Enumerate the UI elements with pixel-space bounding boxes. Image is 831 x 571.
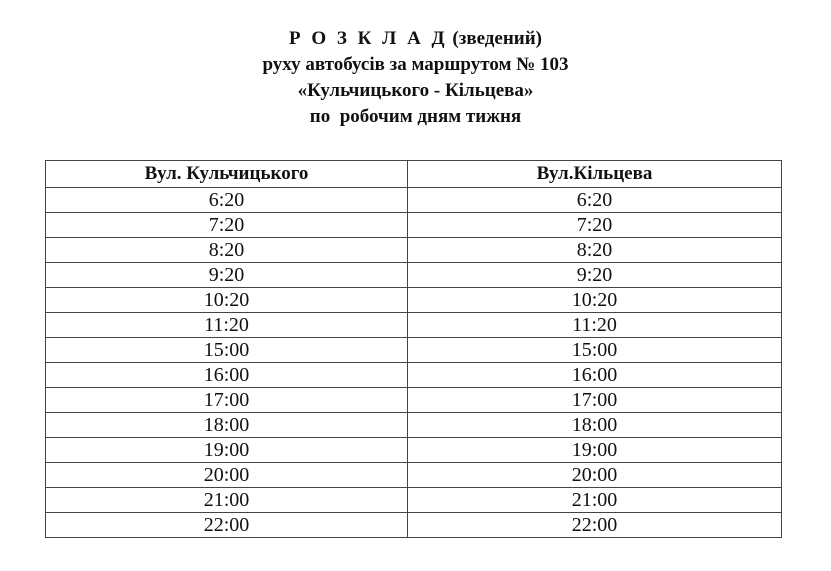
departure-time-kiltseva: 7:20 — [408, 213, 782, 238]
departure-time-kulchytskoho: 10:20 — [46, 288, 408, 313]
route-name: «Кульчицького - Кільцева» — [297, 80, 534, 101]
departure-time-kulchytskoho: 8:20 — [46, 238, 408, 263]
departure-time-kulchytskoho: 20:00 — [46, 463, 408, 488]
departure-time-kulchytskoho: 7:20 — [46, 213, 408, 238]
departure-time-kiltseva: 8:20 — [408, 238, 782, 263]
departure-time-kiltseva: 17:00 — [408, 388, 782, 413]
table-row — [46, 513, 782, 538]
table-row — [46, 188, 782, 213]
departure-time-kulchytskoho: 19:00 — [46, 438, 408, 463]
column-header-kulchytskoho: Вул. Кульчицького — [46, 161, 408, 188]
departure-time-kulchytskoho: 6:20 — [46, 188, 408, 213]
departure-time-kulchytskoho: 22:00 — [46, 513, 408, 538]
departure-time-kiltseva: 10:20 — [408, 288, 782, 313]
table-row — [46, 213, 782, 238]
departure-time-kulchytskoho: 18:00 — [46, 413, 408, 438]
title-qualifier: (зведений) — [447, 28, 542, 49]
title-line — [0, 26, 831, 52]
table-row — [46, 238, 782, 263]
route-description: руху автобусів за маршрутом № 103 — [262, 54, 569, 75]
title-word: Р О З К Л А Д — [288, 28, 448, 49]
departure-time-kiltseva: 9:20 — [408, 263, 782, 288]
table-row — [46, 438, 782, 463]
column-header-kiltseva: Вул.Кільцева — [408, 161, 782, 188]
departure-time-kulchytskoho: 21:00 — [46, 488, 408, 513]
departure-time-kiltseva: 6:20 — [408, 188, 782, 213]
table-row — [46, 413, 782, 438]
table-row — [46, 263, 782, 288]
schedule-days: по робочим дням тижня — [309, 106, 522, 127]
departure-time-kiltseva: 19:00 — [408, 438, 782, 463]
table-row — [46, 313, 782, 338]
departure-time-kiltseva: 18:00 — [408, 413, 782, 438]
departure-time-kiltseva: 21:00 — [408, 488, 782, 513]
schedule-table — [45, 160, 782, 538]
departure-time-kulchytskoho: 16:00 — [46, 363, 408, 388]
departure-time-kulchytskoho: 11:20 — [46, 313, 408, 338]
departure-time-kiltseva: 22:00 — [408, 513, 782, 538]
departure-time-kulchytskoho: 17:00 — [46, 388, 408, 413]
table-body — [46, 188, 782, 538]
departure-time-kiltseva: 20:00 — [408, 463, 782, 488]
schedule-header — [0, 26, 831, 130]
departure-time-kiltseva: 15:00 — [408, 338, 782, 363]
table-header-row — [46, 161, 782, 188]
table-row — [46, 388, 782, 413]
departure-time-kulchytskoho: 15:00 — [46, 338, 408, 363]
departure-time-kiltseva: 16:00 — [408, 363, 782, 388]
departure-time-kulchytskoho: 9:20 — [46, 263, 408, 288]
table-row — [46, 363, 782, 388]
table-row — [46, 463, 782, 488]
departure-time-kiltseva: 11:20 — [408, 313, 782, 338]
table-row — [46, 488, 782, 513]
table-row — [46, 288, 782, 313]
table-row — [46, 338, 782, 363]
